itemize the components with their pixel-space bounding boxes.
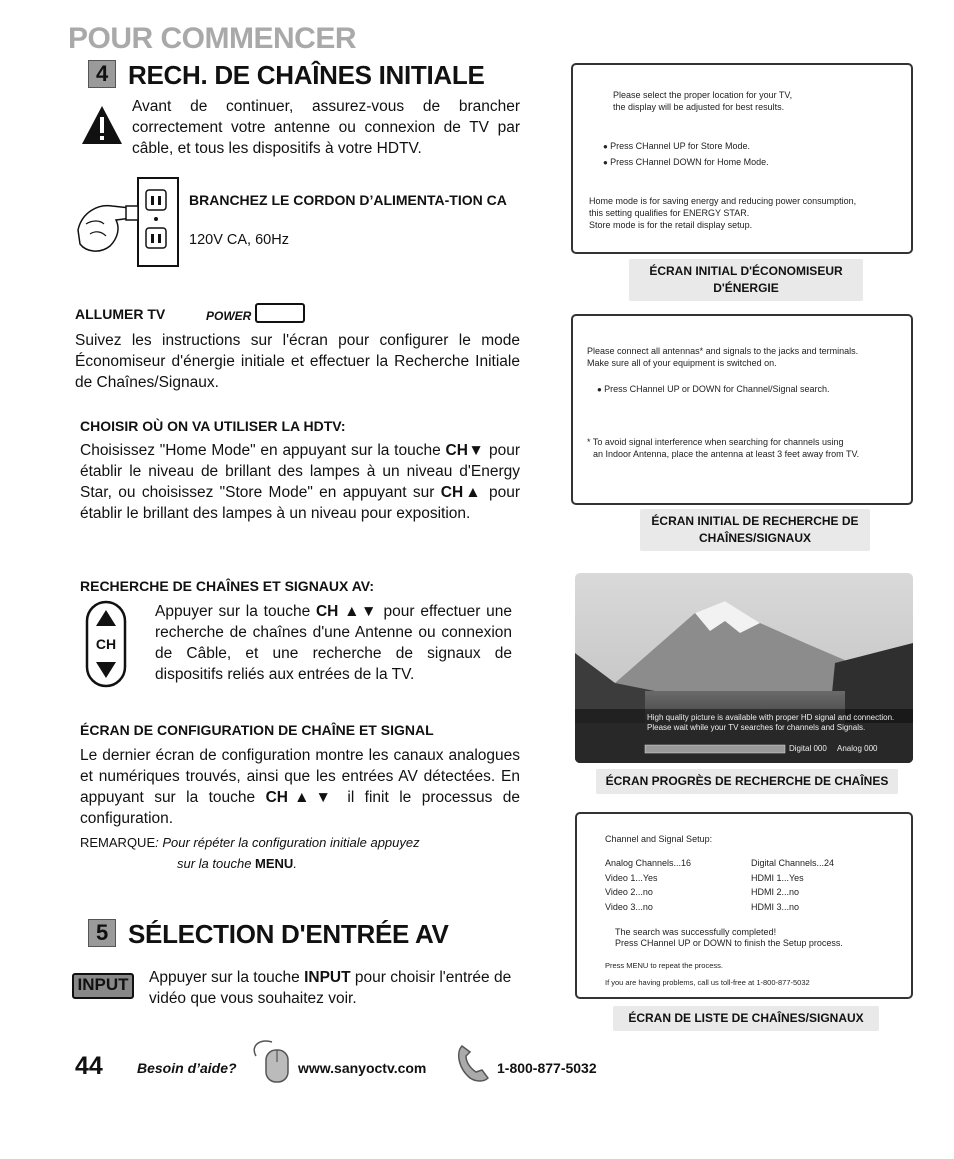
landscape-photo xyxy=(575,573,913,763)
search-text: Appuyer sur la touche CH ▲▼ pour effectuer une recherche de chaînes d'une Antenne ou connexion de Câble, et une recherche de signaux de dispositifs reliés aux entrées de la TV. xyxy=(155,603,512,683)
phone-number[interactable]: 1-800-877-5032 xyxy=(497,1060,597,1076)
screen-channel-search: Please connect all antennas* and signals to the jacks and terminals. Make sure all of your equipment is switched on. ● Press CHannel UP or DOWN for Channel/Signal search. * To avoid signal interference when searching for channels using an Indoor Antenna, place the antenna at least 3 feet away from TV. xyxy=(571,314,913,505)
search-title: RECHERCHE DE CHAÎNES ET SIGNAUX AV: xyxy=(80,578,375,594)
note: REMARQUE: Pour répéter la configuration initiale appuyez sur la touche MENU. xyxy=(80,835,420,871)
screen-bullet: ● Press CHannel UP or DOWN for Channel/Signal search. xyxy=(597,383,830,396)
ch-updown-button-icon xyxy=(84,600,128,688)
page-header: POUR COMMENCER xyxy=(68,22,357,55)
caption-channel-search: ÉCRAN INITIAL DE RECHERCHE DE CHAÎNES/SIGNAUX xyxy=(640,509,870,551)
caption-channel-list: ÉCRAN DE LISTE DE CHAÎNES/SIGNAUX xyxy=(613,1006,879,1031)
where-title: CHOISIR OÙ ON VA UTILISER LA HDTV: xyxy=(80,418,346,434)
menu-key: MENU xyxy=(255,856,294,871)
input-text: Appuyer sur la touche INPUT pour choisir l'entrée de vidéo que vous souhaitez voir. xyxy=(149,969,512,1007)
ch-key: CH ▲▼ xyxy=(315,603,378,620)
input-key: INPUT xyxy=(304,969,351,986)
power-label: POWER xyxy=(206,309,252,323)
section-number: 4 xyxy=(88,60,116,88)
screen-search-progress: High quality picture is available with proper HD signal and connection. Please wait while your TV searches for channels and Signals. Digital 000 Analog 000 xyxy=(575,573,913,763)
screen-bullet: ● Press CHannel UP for Store Mode. xyxy=(603,140,750,153)
website[interactable]: www.sanyoctv.com xyxy=(298,1060,427,1076)
config-title: ÉCRAN DE CONFIGURATION DE CHAÎNE ET SIGNAL xyxy=(80,722,434,738)
turn-on-text: Suivez les instructions sur l'écran pour configurer le mode Économiseur d'énergie initiale et effectuer la Recherche Initiale de Chaînes/Signaux. xyxy=(75,332,520,391)
screen-bullet: ● Press CHannel DOWN for Home Mode. xyxy=(603,156,769,169)
caption-energy-saver: ÉCRAN INITIAL D'ÉCONOMISEUR D'ÉNERGIE xyxy=(629,259,863,301)
where-text: Choisissez "Home Mode" en appuyant sur la touche CH▼ pour établir le niveau de brillant des lampes à un niveau d'Energy Star, ou choisissez "Store Mode" en appuyant sur CH▲ pour établir le brillant des lampes à un niveau pour exposition. xyxy=(80,442,520,522)
config-key: CH▲▼ xyxy=(265,789,337,806)
warning-text: Avant de continuer, assurez-vous de brancher correctement votre antenne ou connexion de TV par câble, et tous les dispositifs à votre HDTV. xyxy=(132,98,520,157)
help-label: Besoin d’aide? xyxy=(137,1060,237,1076)
input-button-icon: INPUT xyxy=(72,973,134,999)
power-cord-spec: 120V CA, 60Hz xyxy=(189,232,289,248)
power-outlet-icon xyxy=(72,176,180,270)
screen-channel-list: Channel and Signal Setup: Analog Channels...16 Video 1...Yes Video 2...no Video 3...no Digital Channels...24 HDMI 1...Yes HDMI 2...no HDMI 3...no The search was successfully completed! Press CHannel UP or DOWN to finish the Setup process. Press MENU to repeat the process. If you are having problems, call us toll-free at 1-800-877-5032 xyxy=(575,812,913,999)
phone-icon xyxy=(454,1040,494,1084)
caption-search-progress: ÉCRAN PROGRÈS DE RECHERCHE DE CHAÎNES xyxy=(596,769,898,794)
ch-up-key: CH▲ xyxy=(440,484,483,501)
mouse-icon xyxy=(250,1036,294,1084)
ch-down-key: CH▼ xyxy=(445,442,485,459)
section-number: 5 xyxy=(88,919,116,947)
note-label: REMARQUE xyxy=(80,835,156,850)
section-5-title xyxy=(88,919,449,950)
config-text: Le dernier écran de configuration montre les canaux analogues et numériques trouvés, ainsi que les entrées AV détectées. En appuyant sur la touche CH▲▼ il finit le processus de configuration. xyxy=(80,747,520,827)
power-button-graphic xyxy=(206,303,305,323)
section-title-text: RECH. DE CHAÎNES INITIALE xyxy=(128,60,485,90)
ch-label: CH xyxy=(95,636,117,652)
page-number: 44 xyxy=(75,1052,103,1080)
turn-on-title: ALLUMER TV xyxy=(75,306,166,322)
power-button-icon xyxy=(255,303,305,323)
warning-icon xyxy=(80,104,124,146)
screen-energy-saver: Please select the proper location for your TV, the display will be adjusted for best results. ● Press CHannel UP for Store Mode. ● Press CHannel DOWN for Home Mode. Home mode is for saving energy and reducing power consumption, this setting qualifies for ENERGY STAR. Store mode is for the retail display setup. xyxy=(571,63,913,254)
section-title-text: SÉLECTION D'ENTRÉE AV xyxy=(128,919,449,949)
section-4-title xyxy=(88,60,485,91)
power-cord-title: BRANCHEZ LE CORDON D’ALIMENTA-TION CA xyxy=(189,192,507,208)
